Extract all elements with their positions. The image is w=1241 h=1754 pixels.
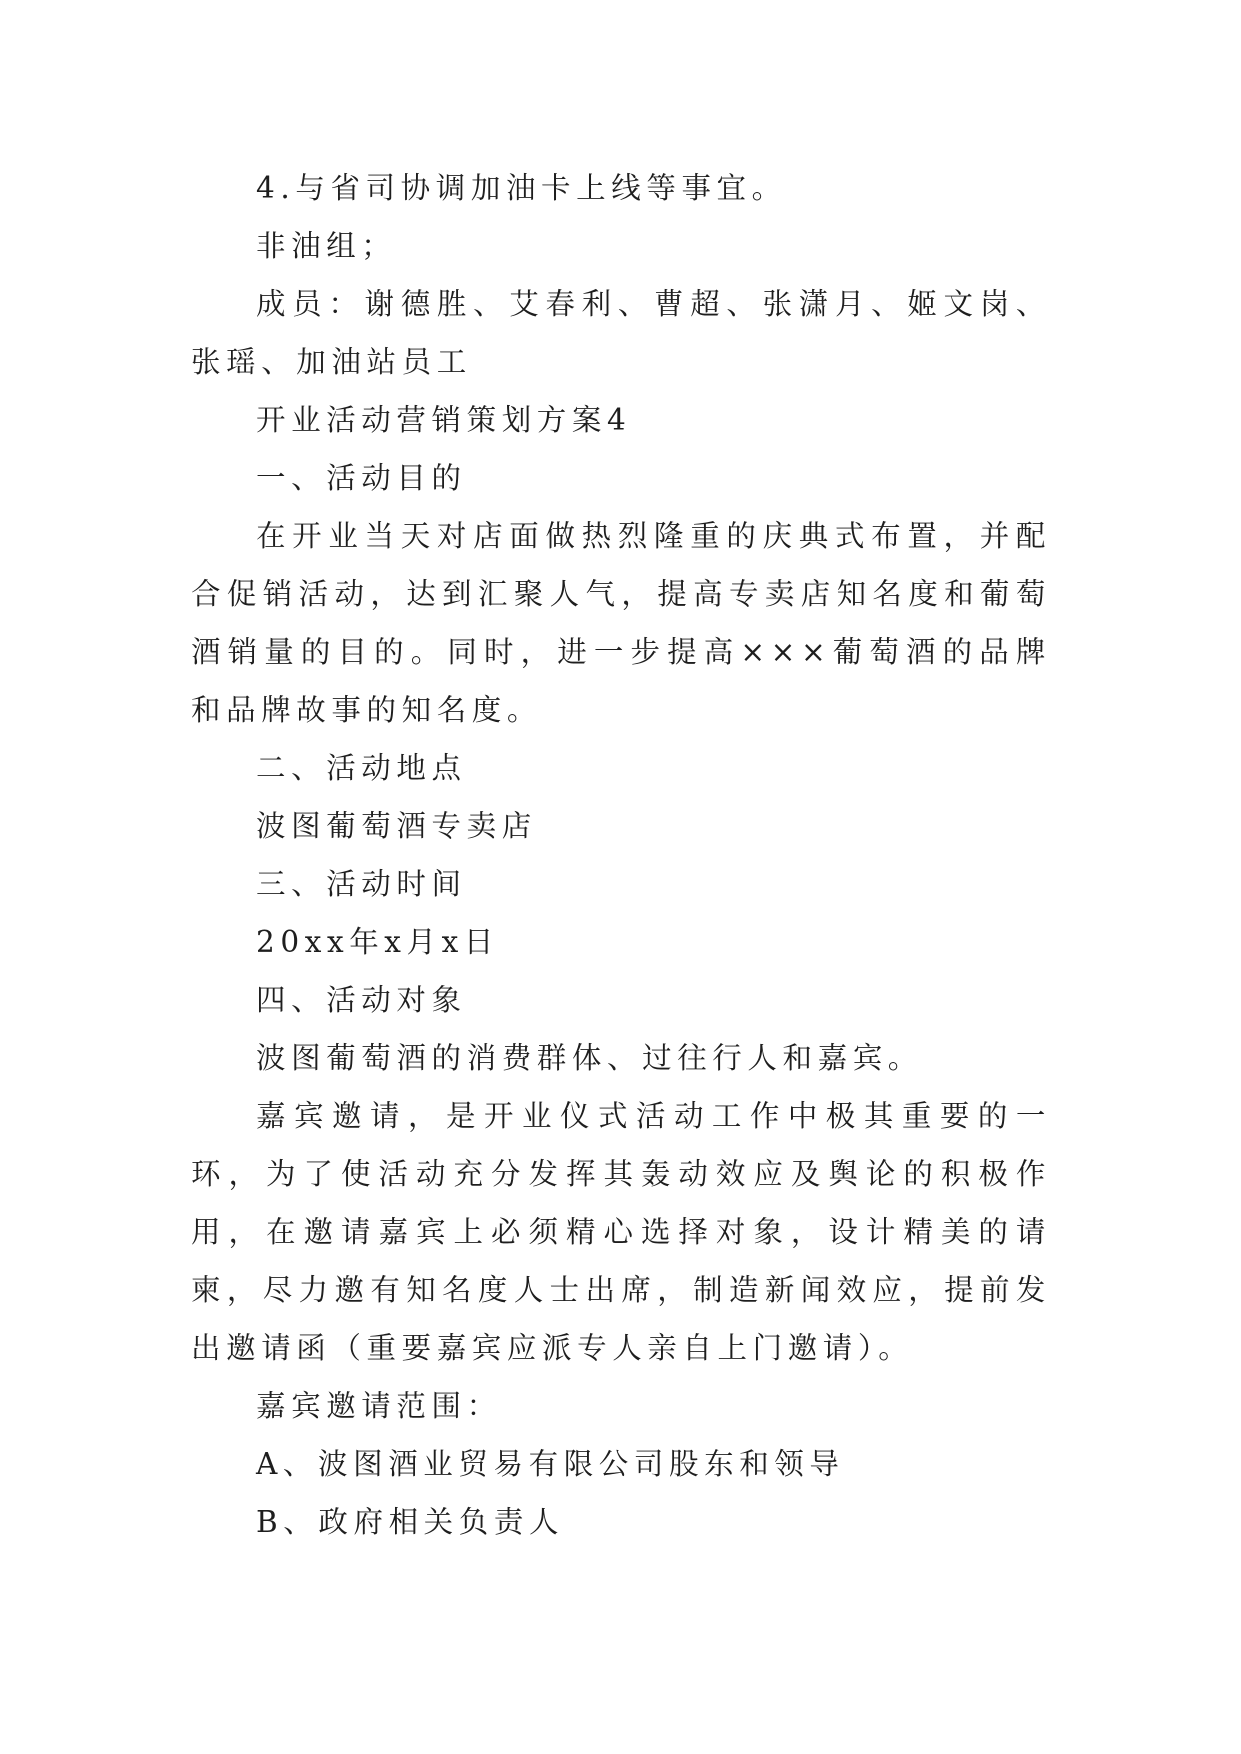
paragraph: 波图葡萄酒的消费群体、过往行人和嘉宾。: [256, 1041, 923, 1075]
list-item: A、波图酒业贸易有限公司股东和领导: [256, 1447, 845, 1481]
paragraph: 在开业当天对店面做热烈隆重的庆典式布置，并配合促销活动，达到汇聚人气，提高专卖店知名度和葡萄酒销量的目的。同时，进一步提高×××葡萄酒的品牌和品牌故事的知名度。: [191, 519, 1051, 727]
list-item: B、政府相关负责人: [256, 1505, 565, 1539]
paragraph: 非油组；: [256, 229, 397, 263]
document-body: [191, 159, 1051, 1551]
paragraph: 20xx年x月x日: [256, 925, 499, 959]
paragraph: 4.与省司协调加油卡上线等事宜。: [256, 171, 787, 205]
paragraph: 成员：谢德胜、艾春利、曹超、张潇月、姬文岗、张瑶、加油站员工: [191, 287, 1051, 379]
heading-location: 二、活动地点: [256, 751, 467, 785]
heading-time: 三、活动时间: [256, 867, 467, 901]
heading-purpose: 一、活动目的: [256, 461, 467, 495]
paragraph: 嘉宾邀请，是开业仪式活动工作中极其重要的一环，为了使活动充分发挥其轰动效应及舆论的积极作用，在邀请嘉宾上必须精心选择对象，设计精美的请柬，尽力邀有知名度人士出席，制造新闻效应，提前发出邀请函（重要嘉宾应派专人亲自上门邀请）。: [191, 1099, 1051, 1365]
section-title: 开业活动营销策划方案4: [256, 403, 632, 437]
paragraph: 波图葡萄酒专卖店: [256, 809, 537, 843]
paragraph: 嘉宾邀请范围：: [256, 1389, 502, 1423]
heading-audience: 四、活动对象: [256, 983, 467, 1017]
